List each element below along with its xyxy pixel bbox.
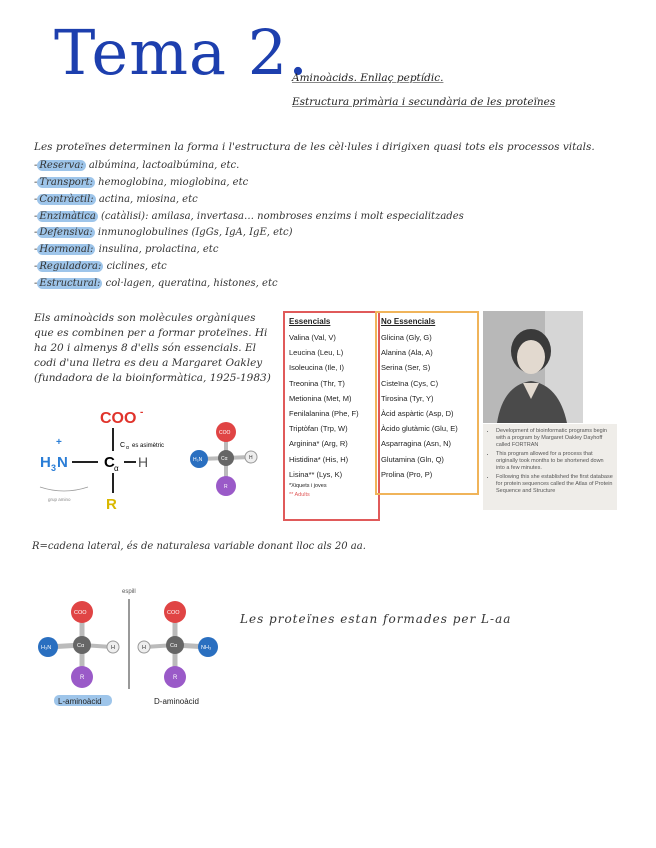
l-c-label: Cα: [77, 643, 85, 649]
function-item: - Enzimàtica (catàlisi): amilasa, invertasa… nombroses enzims i molt especialitzades: [34, 211, 464, 222]
caption-item: • This program allowed for a process that originally took months to be shortened down into a few minutes.: [496, 451, 613, 472]
coo-charge: -: [140, 407, 144, 418]
nonessential-row: Prolina (Pro, P): [381, 469, 433, 479]
amino-n: N: [57, 454, 68, 471]
essential-row: Fenilalanina (Phe, F): [289, 408, 359, 418]
portrait-icon: [483, 311, 583, 423]
function-name: Reguladora:: [39, 261, 102, 272]
essential-row: Arginina* (Arg, R): [289, 439, 348, 449]
function-name: Estructural:: [39, 278, 101, 289]
l-label: L-aminoàcid: [58, 697, 102, 706]
function-desc: hemoglobina, mioglobina, etc: [98, 177, 249, 188]
essential-note-1: *Xiquets i joves: [289, 482, 327, 489]
amino-sub: 3: [51, 463, 57, 473]
c-ball-label: Cα: [221, 456, 228, 462]
nonessential-row: Glutamina (Gln, Q): [381, 454, 444, 464]
amino-group-label: grup amino: [48, 497, 71, 502]
r-definition: R=cadena lateral, és de naturalesa variable donant lloc als 20 aa.: [32, 541, 366, 552]
d-h-label: H: [142, 645, 146, 651]
portrait-photo: [483, 311, 583, 423]
nonessential-row: Àcido glutàmic (Glu, E): [381, 424, 458, 434]
d-label: D-aminoàcid: [154, 697, 199, 706]
asymmetric-note: es asimètric: [132, 443, 165, 449]
r-ball-label: R: [224, 484, 228, 490]
nonessential-header: No Essencials: [381, 317, 436, 326]
function-desc: actina, miosina, etc: [98, 194, 198, 205]
function-item: - Defensiva: inmunoglobulines (IgGs, IgA, IgE, etc): [34, 227, 293, 238]
function-name: Reserva:: [39, 160, 84, 171]
subtitle-2: Estructura primària i secundària de les proteïnes: [292, 96, 556, 108]
function-item: - Reguladora: ciclines, etc: [34, 261, 167, 272]
d-coo-label: COO: [167, 610, 180, 616]
nonessential-row: Asparragina (Asn, N): [381, 439, 452, 449]
coo-ball-label: COO: [219, 430, 231, 436]
subtitle-1: Aminoàcids. Enllaç peptídic.: [292, 72, 444, 84]
nonessential-row: Serina (Ser, S): [381, 363, 431, 373]
page-title: Tema 2.: [54, 16, 309, 89]
nonessential-row: Glicina (Gly, G): [381, 333, 432, 342]
function-item: - Transport: hemoglobina, mioglobina, etc: [34, 177, 249, 188]
function-name: Contràctil:: [39, 194, 94, 205]
amino-bracket: [40, 487, 88, 491]
essential-row: Lisina** (Lys, K): [289, 469, 343, 479]
essential-row: Histidina* (His, H): [289, 454, 349, 464]
function-desc: (catàlisi): amilasa, invertasa… nombroses enzims i molt especialitzades: [101, 211, 464, 222]
intro-text: Les proteïnes determinen la forma i l'estructura de les cèl·lules i dirigixen quasi tots els processos vitals.: [34, 141, 595, 153]
c-alpha-note-c: C: [120, 442, 126, 449]
function-name: Transport:: [39, 177, 93, 188]
essential-note-2: ** Adults: [289, 491, 310, 498]
l-h-label: H: [111, 645, 115, 651]
function-desc: albúmina, lactoalbúmina, etc.: [88, 160, 240, 171]
c-alpha-sub: α: [114, 464, 119, 473]
nonessential-row: Alanina (Ala, A): [381, 348, 433, 358]
essential-header: Essencials: [289, 317, 331, 326]
aminoacids-text: Els aminoàcids son molècules orgàniques que es combinen per a formar proteïnes. Hi ha 20 i almenys 8 d'ells són essencials. El codi d'una lletra es deu a Margaret Oakley (fundadora de la bioinformàtica, 1925-1983): [34, 312, 271, 384]
nonessential-table: [375, 311, 479, 495]
d-nh3-label: NH₃: [201, 645, 212, 651]
nonessential-row: Tirosina (Tyr, Y): [381, 393, 434, 403]
essential-row: Metionina (Met, M): [289, 393, 352, 403]
function-item: - Reserva: albúmina, lactoalbúmina, etc.: [34, 160, 240, 171]
caption-item: • Development of bioinformatic programs begin with a program by Margaret Oakley Dayhoff called FORTRAN: [496, 428, 613, 449]
l-form-statement: Les proteïnes estan formades per L-aa: [240, 612, 512, 626]
chirality-diagram: [30, 585, 230, 710]
coo-group: COO: [100, 410, 137, 427]
function-desc: col·lagen, queratina, histones, etc: [105, 278, 278, 289]
c-alpha-note-alpha: α: [126, 445, 129, 451]
essential-row: Leucina (Leu, L): [289, 348, 344, 358]
d-c-label: Cα: [170, 643, 178, 649]
essential-row: Triptòfan (Trp, W): [289, 424, 348, 434]
function-desc: inmunoglobulines (IgGs, IgA, IgE, etc): [97, 227, 293, 238]
l-r-label: R: [80, 675, 85, 681]
aminoacid-structure-diagram: [34, 405, 184, 515]
function-item: - Contràctil: actina, miosina, etc: [34, 194, 198, 205]
d-r-label: R: [173, 675, 178, 681]
essential-row: Valina (Val, V): [289, 333, 336, 342]
h-ball-label: H: [249, 455, 253, 461]
d-aminoacid-model: [138, 601, 218, 688]
function-item: - Estructural: col·lagen, queratina, histones, etc: [34, 278, 278, 289]
mirror-label: espill: [122, 589, 136, 595]
function-desc: ciclines, etc: [106, 261, 167, 272]
r-group: R: [106, 496, 117, 513]
l-nh3-label: H₃N: [41, 645, 52, 651]
nh3-ball-label: H₃N: [193, 457, 203, 463]
function-name: Defensiva:: [39, 227, 93, 238]
plus-charge: +: [56, 437, 62, 448]
amino-h: H: [40, 454, 51, 471]
nonessential-row: Àcid aspàrtic (Asp, D): [381, 408, 454, 418]
function-name: Enzimàtica: [39, 211, 96, 222]
essential-row: Treonina (Thr, T): [289, 378, 345, 388]
l-coo-label: COO: [74, 610, 87, 616]
caption-item: • Following this she established the first database for protein sequences called the Atlas of Protein Sequence and Structure: [496, 474, 613, 495]
function-desc: insulina, prolactina, etc: [98, 244, 219, 255]
function-item: - Hormonal: insulina, prolactina, etc: [34, 244, 219, 255]
function-name: Hormonal:: [39, 244, 94, 255]
ball-stick-model: [186, 420, 266, 500]
essential-row: Isoleucina (Ile, I): [289, 363, 345, 373]
essential-table: [283, 311, 380, 521]
hydrogen: H: [138, 454, 149, 470]
photo-caption: [483, 424, 617, 510]
l-aminoacid-model: [38, 601, 119, 688]
nonessential-row: Cisteïna (Cys, C): [381, 378, 439, 388]
c-alpha: C: [104, 454, 115, 471]
